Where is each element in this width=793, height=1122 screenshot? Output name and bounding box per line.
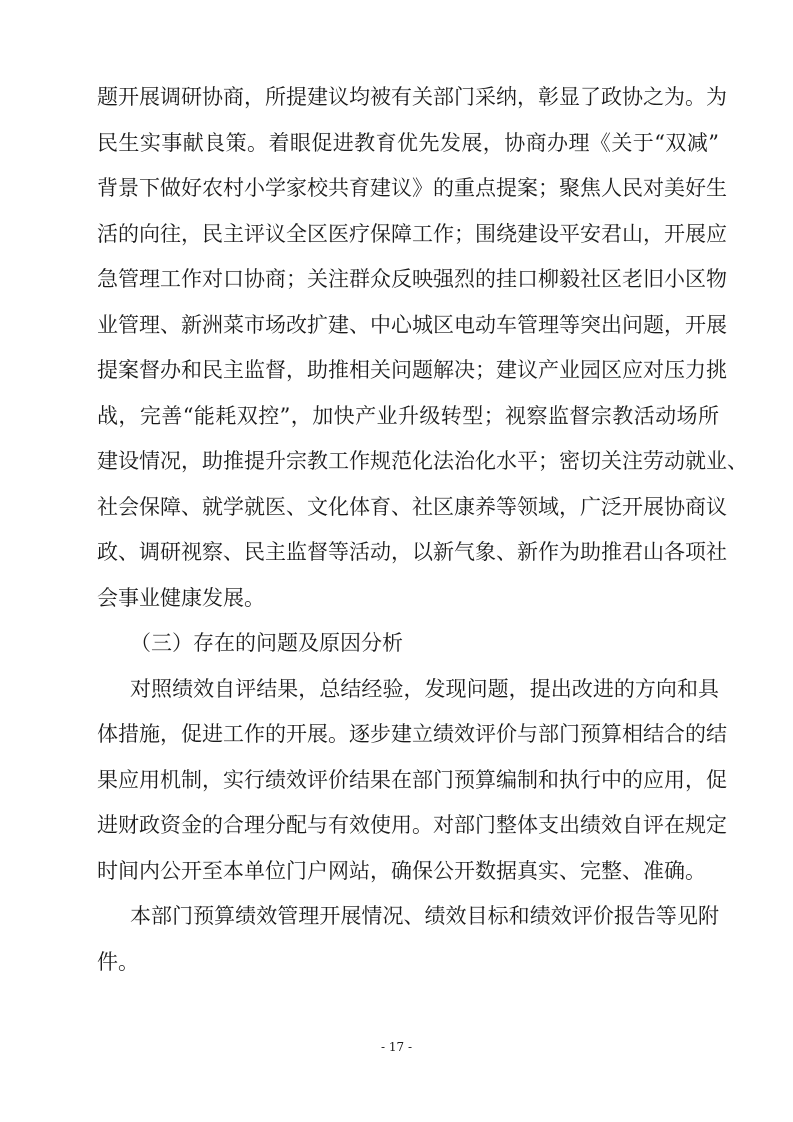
text-line: 社会保障、就学就医、文化体育、社区康养等领域，广泛开展协商议 xyxy=(97,494,727,519)
text-line: 背景下做好农村小学家校共育建议》的重点提案；聚焦人民对美好生 xyxy=(97,176,727,200)
text-line: 进财政资金的合理分配与有效使用。对部门整体支出绩效自评在规定 xyxy=(97,813,727,837)
text-line: 题开展调研协商，所提建议均被有关部门采纳，彰显了政协之为。为 xyxy=(97,85,727,109)
paragraph xyxy=(97,672,727,900)
text-line: 本部门预算绩效管理开展情况、绩效目标和绩效评价报告等见附 xyxy=(130,904,719,928)
section-heading xyxy=(97,626,719,672)
text-line: 建设情况，助推提升宗教工作规范化法治化水平；密切关注劳动就业、 xyxy=(97,449,748,473)
text-line: 体措施，促进工作的开展。逐步建立绩效评价与部门预算相结合的结 xyxy=(97,722,727,746)
paragraph xyxy=(97,899,719,990)
text-line: 战，完善“能耗双控”，加快产业升级转型；视察监督宗教活动场所 xyxy=(97,403,719,428)
text-line: 活的向往，民主评议全区医疗保障工作；围绕建设平安君山，开展应 xyxy=(97,221,727,246)
text-line: 急管理工作对口协商；关注群众反映强烈的挂口柳毅社区老旧小区物 xyxy=(97,267,727,291)
paragraph xyxy=(97,80,748,626)
page-number: - 17 - xyxy=(380,1040,412,1054)
text-line: 提案督办和民主监督，助推相关问题解决；建议产业园区应对压力挑 xyxy=(97,358,727,382)
document-body xyxy=(97,80,748,990)
text-line: 对照绩效自评结果，总结经验，发现问题，提出改进的方向和具 xyxy=(130,676,719,701)
text-line: 业管理、新洲菜市场改扩建、中心城区电动车管理等突出问题，开展 xyxy=(97,312,727,337)
text-line: 时间内公开至本单位门户网站，确保公开数据真实、完整、准确。 xyxy=(97,858,706,883)
text-line: （三）存在的问题及原因分析 xyxy=(130,631,403,655)
text-line: 民生实事献良策。着眼促进教育优先发展，协商办理《关于“双减” xyxy=(97,130,719,155)
text-line: 件。 xyxy=(97,949,139,974)
text-line: 会事业健康发展。 xyxy=(97,585,265,610)
text-line: 政、调研视察、民主监督等活动，以新气象、新作为助推君山各项社 xyxy=(97,540,727,564)
text-line: 果应用机制，实行绩效评价结果在部门预算编制和执行中的应用，促 xyxy=(97,767,727,792)
